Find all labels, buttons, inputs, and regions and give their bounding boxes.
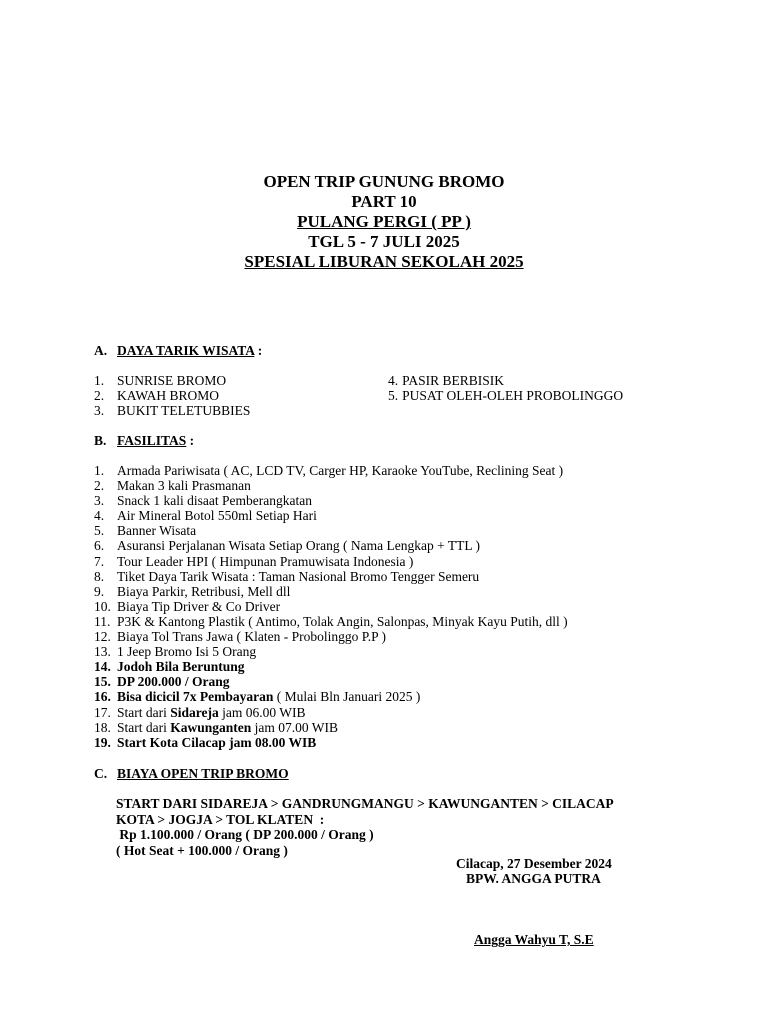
item-number: 18.	[94, 719, 111, 735]
section-b-letter: B.	[94, 433, 107, 448]
item-number: 5.	[388, 388, 399, 404]
section-c-label: BIAYA OPEN TRIP BROMO	[117, 766, 289, 781]
company-name: BPW. ANGGA PUTRA	[466, 871, 601, 886]
list-item	[94, 388, 250, 403]
list-item	[94, 403, 250, 418]
item-number: 2.	[94, 478, 105, 494]
section-a-label: DAYA TARIK WISATA	[117, 343, 255, 358]
price-line: Rp 1.100.000 / Orang ( DP 200.000 / Orang )	[116, 827, 374, 842]
section-a-list-left	[94, 373, 250, 418]
list-item	[94, 629, 568, 644]
item-number: 15.	[94, 674, 111, 690]
list-item	[388, 388, 623, 403]
title-line-4: TGL 5 - 7 JULI 2025	[308, 232, 460, 251]
list-item	[94, 584, 568, 599]
title-line-1: OPEN TRIP GUNUNG BROMO	[263, 172, 505, 191]
list-item	[94, 508, 568, 523]
item-text: Armada Pariwisata ( AC, LCD TV, Carger HP, Karaoke YouTube, Reclining Seat )	[117, 463, 564, 478]
item-number: 4.	[388, 373, 399, 388]
section-a-heading	[94, 343, 262, 359]
item-number: 8.	[94, 568, 105, 584]
section-b-label: FASILITAS	[117, 433, 187, 448]
item-text: BUKIT TELETUBBIES	[117, 403, 251, 419]
title-line-2: PART 10	[351, 192, 417, 211]
section-c-heading	[94, 766, 289, 782]
item-text: PUSAT OLEH-OLEH PROBOLINGGO	[402, 388, 624, 404]
item-text: Biaya Parkir, Retribusi, Mell dll	[117, 583, 291, 599]
item-text: PASIR BERBISIK	[402, 373, 505, 388]
item-text: Jodoh Bila Beruntung	[117, 659, 245, 675]
item-number: 7.	[94, 553, 105, 569]
item-text: Tour Leader HPI ( Himpunan Pramuwisata Indonesia )	[117, 553, 414, 569]
item-number: 17.	[94, 704, 111, 720]
item-text: P3K & Kantong Plastik ( Antimo, Tolak Angin, Salonpas, Minyak Kayu Putih, dll )	[117, 613, 568, 629]
section-a-letter: A.	[94, 343, 108, 358]
item-text: KAWAH BROMO	[117, 388, 220, 404]
list-item	[94, 478, 568, 493]
list-item	[94, 659, 568, 674]
list-item	[94, 554, 568, 569]
list-item	[94, 674, 568, 689]
list-item	[94, 493, 568, 508]
item-text: Start dari	[117, 719, 171, 735]
item-number: 1.	[94, 373, 105, 388]
item-text: Snack 1 kali disaat Pemberangkatan	[117, 493, 312, 509]
item-text-bold: Kawunganten	[170, 719, 252, 735]
section-a-list-right	[388, 373, 623, 403]
item-number: 16.	[94, 689, 111, 705]
item-text: jam 07.00 WIB	[251, 719, 339, 735]
list-item	[94, 569, 568, 584]
item-number: 9.	[94, 583, 105, 599]
section-c-letter: C.	[94, 766, 108, 781]
document-title	[0, 172, 768, 272]
price-block	[116, 796, 614, 858]
title-line-3: PULANG PERGI ( PP )	[297, 212, 471, 231]
item-text-bold: Bisa dicicil 7x Pembayaran	[117, 689, 274, 705]
item-text: Tiket Daya Tarik Wisata : Taman Nasional Bromo Tengger Semeru	[117, 568, 480, 584]
list-item	[94, 523, 568, 538]
section-b-list	[94, 463, 568, 750]
item-text: SUNRISE BROMO	[117, 373, 227, 388]
title-line-5: SPESIAL LIBURAN SEKOLAH 2025	[244, 252, 524, 271]
section-b-colon: :	[186, 433, 195, 448]
item-text-bold: Sidareja	[170, 704, 219, 720]
route-line-1: START DARI SIDAREJA > GANDRUNGMANGU > KAWUNGANTEN > CILACAP	[116, 796, 614, 811]
item-text: Asuransi Perjalanan Wisata Setiap Orang ( Nama Lengkap + TTL )	[117, 538, 480, 554]
item-number: 3.	[94, 493, 105, 509]
list-item	[94, 720, 568, 735]
item-number: 1.	[94, 463, 105, 478]
list-item	[94, 373, 250, 388]
item-number: 4.	[94, 508, 105, 524]
item-text: 1 Jeep Bromo Isi 5 Orang	[117, 644, 257, 660]
item-number: 10.	[94, 598, 111, 614]
item-text: DP 200.000 / Orang	[117, 674, 230, 690]
list-item	[94, 463, 568, 478]
item-number: 11.	[94, 613, 111, 629]
item-number: 5.	[94, 523, 105, 539]
item-text: Start Kota Cilacap jam 08.00 WIB	[117, 734, 317, 750]
item-text: Air Mineral Botol 550ml Setiap Hari	[117, 508, 317, 524]
section-b-heading	[94, 433, 194, 449]
item-number: 14.	[94, 659, 111, 675]
section-a-colon: :	[254, 343, 263, 358]
item-number: 6.	[94, 538, 105, 554]
list-item	[94, 705, 568, 720]
list-item	[94, 538, 568, 553]
list-item	[94, 599, 568, 614]
item-number: 13.	[94, 644, 111, 660]
item-number: 19.	[94, 734, 111, 750]
list-item	[388, 373, 623, 388]
item-number: 12.	[94, 629, 111, 645]
item-text: Biaya Tol Trans Jawa ( Klaten - Probolinggo P.P )	[117, 629, 387, 645]
item-text: Biaya Tip Driver & Co Driver	[117, 598, 281, 614]
item-text: Banner Wisata	[117, 523, 197, 539]
list-item	[94, 614, 568, 629]
item-text: Start dari	[117, 704, 171, 720]
item-number: 2.	[94, 388, 105, 404]
hot-seat-line: ( Hot Seat + 100.000 / Orang )	[116, 842, 288, 858]
item-text: ( Mulai Bln Januari 2025 )	[273, 689, 421, 705]
list-item	[94, 735, 568, 750]
place-date: Cilacap, 27 Desember 2024	[456, 856, 612, 871]
list-item	[94, 644, 568, 659]
list-item	[94, 689, 568, 704]
item-text: Makan 3 kali Prasmanan	[117, 478, 251, 494]
item-text: jam 06.00 WIB	[218, 704, 306, 720]
route-line-2: KOTA > JOGJA > TOL KLATEN :	[116, 811, 325, 827]
signatory-name: Angga Wahyu T, S.E	[474, 932, 594, 947]
item-number: 3.	[94, 403, 105, 419]
